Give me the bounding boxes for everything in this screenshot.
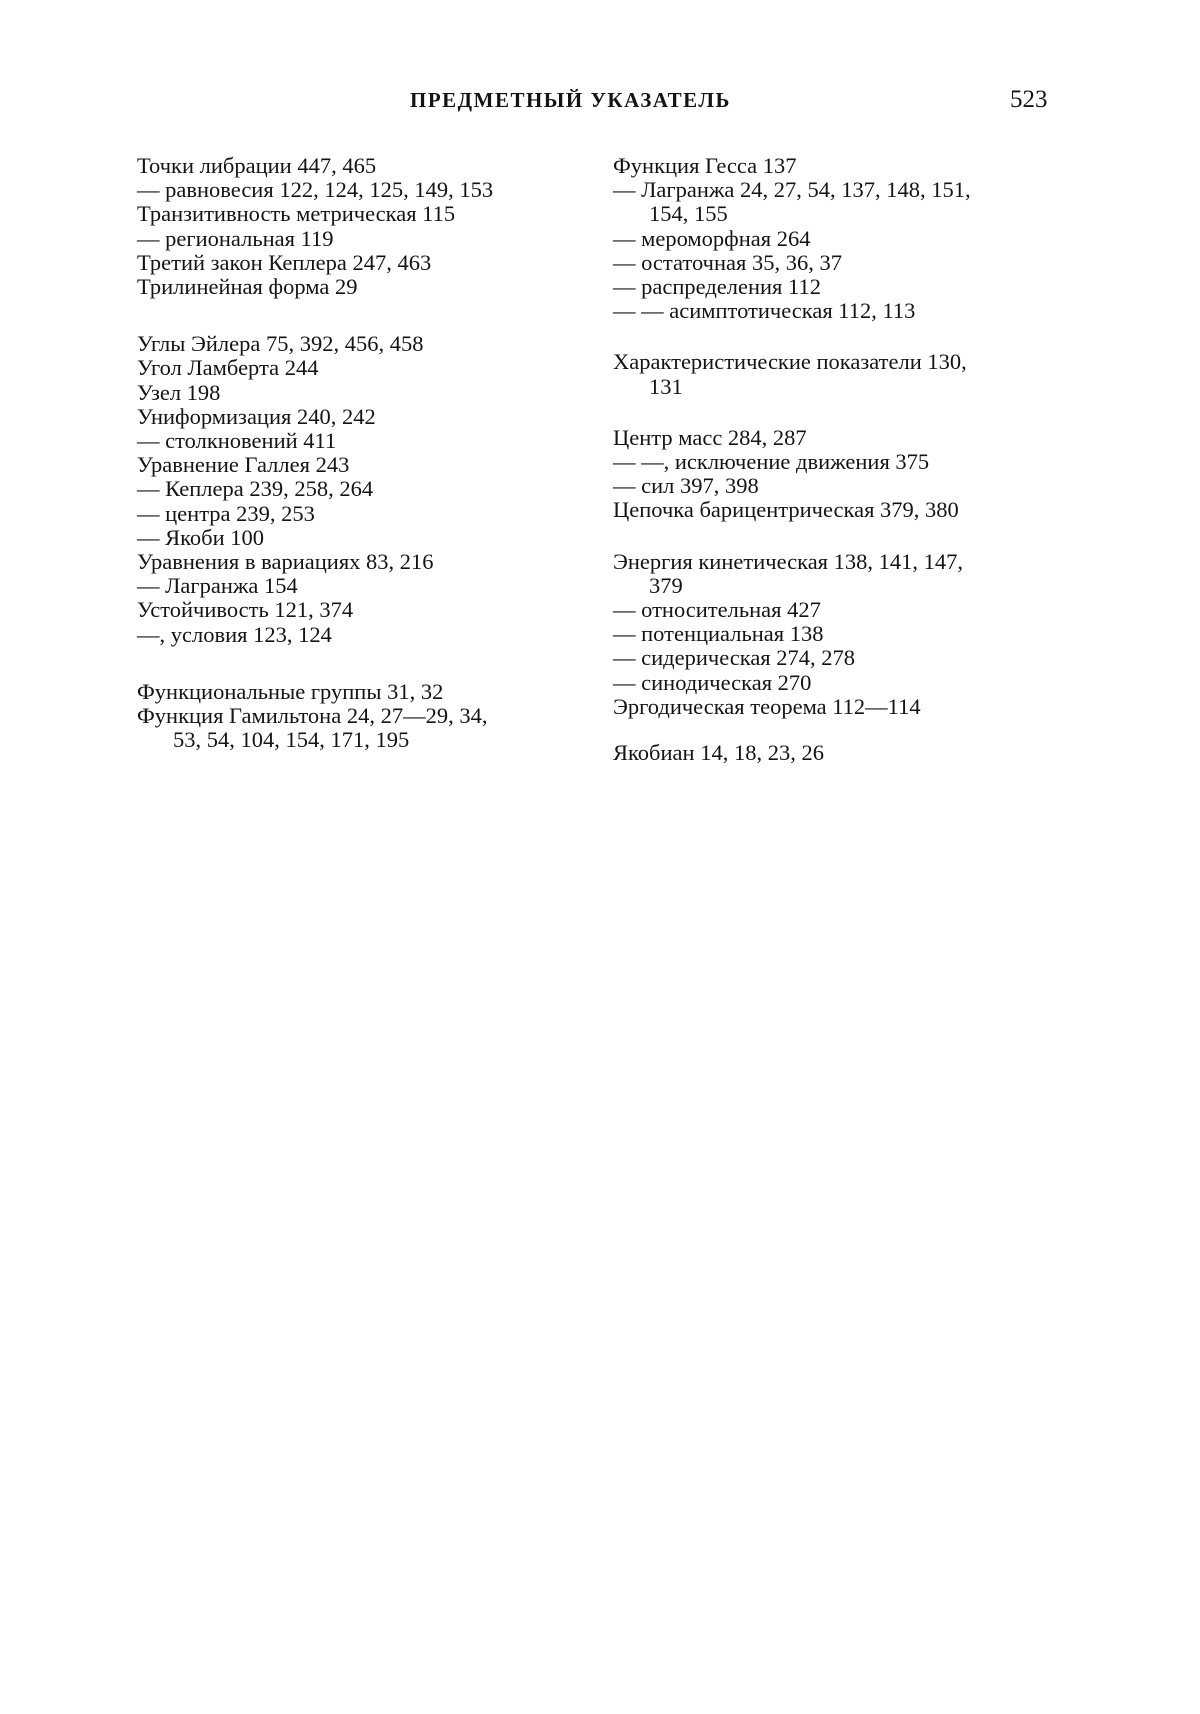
index-entry: — — асимптотическая 112, 113 [613,298,916,324]
index-entry: Угол Ламберта 244 [137,355,319,381]
group-spacer [613,323,1083,350]
index-entry: Узел 198 [137,379,221,405]
index-entry-continuation: 131 [649,373,683,399]
index-entry: — столкновений 411 [137,428,337,454]
index-group-f [137,680,607,753]
index-entry: Униформизация 240, 242 [137,403,376,429]
index-group-t [137,154,607,299]
index-entry: — Кеплера 239, 258, 264 [137,476,374,502]
index-entry: Устойчивость 121, 374 [137,597,354,623]
index-entry: — —, исключение движения 375 [613,449,930,475]
index-entry: Уравнения в вариациях 83, 216 [137,549,434,575]
index-entry: — равновесия 122, 124, 125, 149, 153 [137,177,494,203]
index-entry: — относительная 427 [613,597,821,623]
index-entry: Углы Эйлера 75, 392, 456, 458 [137,331,424,357]
index-entry: Трилинейная форма 29 [137,274,358,300]
index-entry-continuation: 154, 155 [649,201,728,227]
group-spacer [613,399,1083,426]
index-entry: Эргодическая теорема 112—114 [613,693,921,719]
index-entry: — остаточная 35, 36, 37 [613,249,842,275]
index-entry: Якобиан 14, 18, 23, 26 [613,740,824,766]
index-entry: — синодическая 270 [613,669,812,695]
index-entry: Функциональные группы 31, 32 [137,678,444,704]
index-entry: — центра 239, 253 [137,500,315,526]
index-entry: — Лагранжа 24, 27, 54, 137, 148, 151, [613,177,971,203]
index-group-ya [613,741,1083,765]
index-entry: — распределения 112 [613,274,821,300]
index-entry: Цепочка барицентрическая 379, 380 [613,497,959,523]
group-spacer [613,523,1083,550]
index-entry: Характеристические показатели 130, [613,349,967,375]
index-entry: Функция Гамильтона 24, 27—29, 34, [137,703,488,729]
index-entry-continuation: 53, 54, 104, 154, 171, 195 [173,727,410,753]
index-entry: Транзитивность метрическая 115 [137,201,456,227]
index-column-right [613,154,1083,765]
index-entry: — мероморфная 264 [613,225,811,251]
index-entry: Уравнение Галлея 243 [137,452,350,478]
index-group-u [137,332,607,647]
index-entry: — Якоби 100 [137,524,265,550]
group-spacer [613,719,1083,741]
index-entry: Центр масс 284, 287 [613,424,807,450]
index-column-left [137,154,607,752]
running-head: ПРЕДМЕТНЫЙ УКАЗАТЕЛЬ [410,88,731,112]
index-group-e [613,550,1083,719]
index-entry: Третий закон Кеплера 247, 463 [137,249,432,275]
index-entry: — Лагранжа 154 [137,573,298,599]
index-entry: — сидерическая 274, 278 [613,645,856,671]
page-number: 523 [1010,86,1048,113]
index-entry: — сил 397, 398 [613,473,759,499]
index-group-h [613,350,1083,398]
index-entry: —, условия 123, 124 [137,621,332,647]
index-entry: — региональная 119 [137,225,334,251]
index-entry: Точки либрации 447, 465 [137,153,377,178]
index-entry: Энергия кинетическая 138, 141, 147, [613,548,964,574]
index-entry-continuation: 379 [649,572,683,598]
index-entry: Функция Гесса 137 [613,153,797,178]
index-entry: — потенциальная 138 [613,621,824,647]
group-spacer [137,299,607,332]
index-group-c [613,426,1083,523]
index-group-f-continued [613,154,1083,323]
group-spacer [137,647,607,680]
